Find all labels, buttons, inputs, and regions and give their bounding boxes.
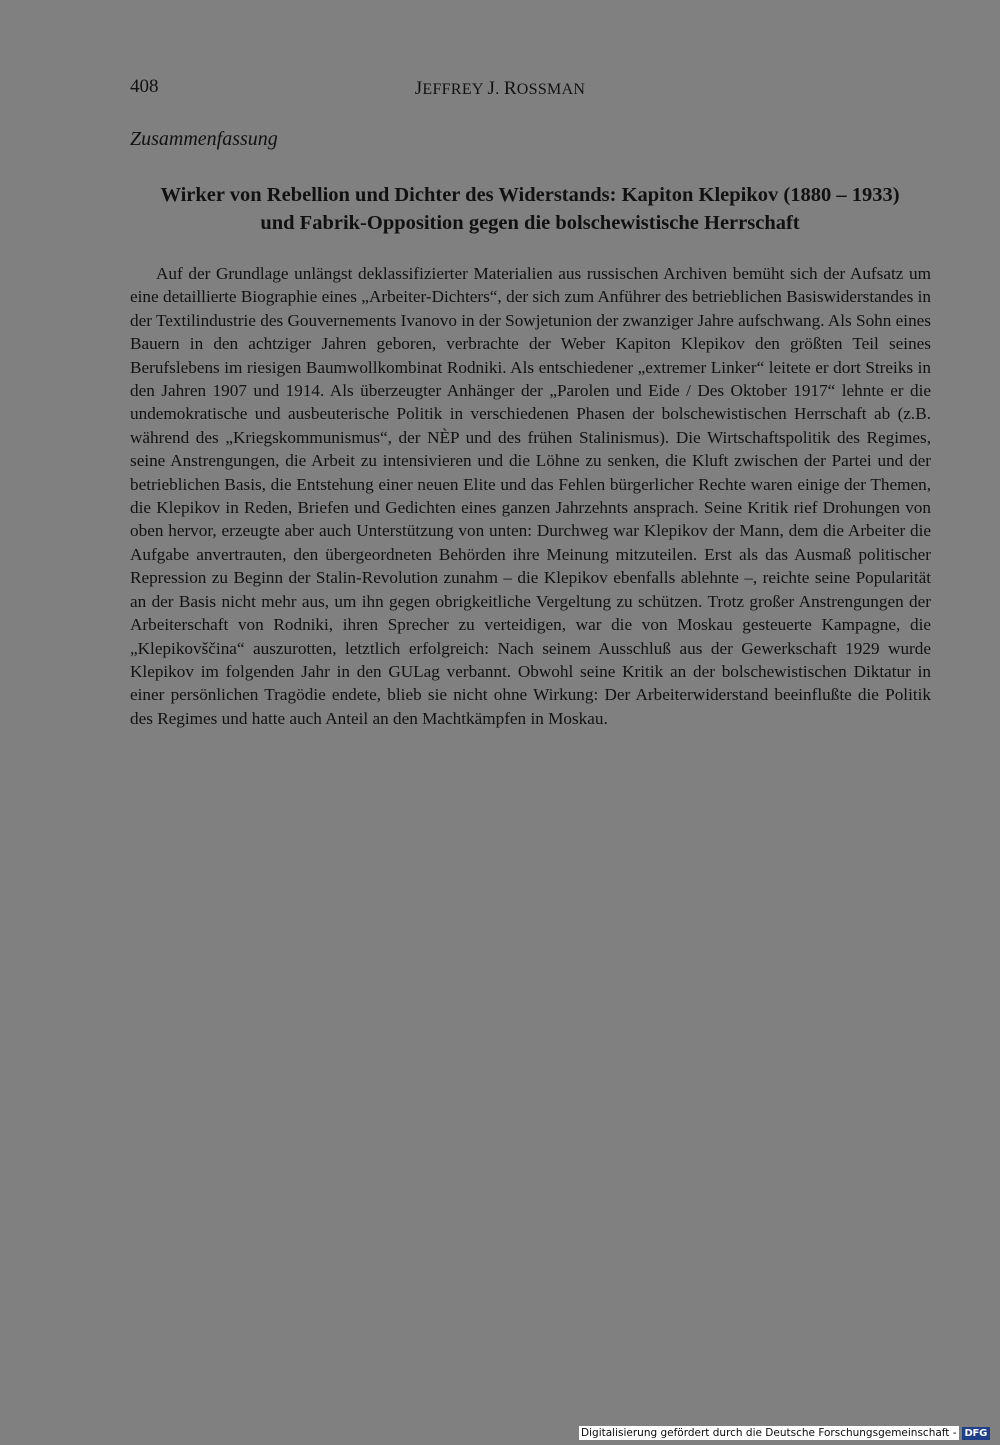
article-title [120,181,940,237]
dfg-logo-icon: DFG [962,1427,990,1440]
digitization-footer [579,1426,990,1440]
abstract-paragraph: Auf der Grundlage unlängst deklassifizierter Materialien aus russischen Archiven bemüht sich der Aufsatz um eine detaillierte Biographie eines „Arbeiter-Dichters“, der sich zum Anführer des betrieblichen Basiswiderstandes in der Textilindustrie des Gouvernements Ivanovo in der Sowjetunion der zwanziger Jahre aufschwang. Als Sohn eines Bauern in den achtziger Jahren geboren, verbrachte der Weber Kapiton Klepikov den größten Teil seines Berufslebens im riesigen Baumwollkombinat Rodniki. Als entschiedener „extremer Linker“ leitete er dort Streiks in den Jahren 1907 und 1914. Als überzeugter Anhänger der „Parolen und Eide / Des Oktober 1917“ lehnte er die undemokratische und ausbeuterische Politik in verschiedenen Phasen der bolschewistischen Herrschaft ab (z.B. während des „Kriegskommunismus“, der NÈP und des frühen Stalinismus). Die Wirtschaftspolitik des Regimes, seine Anstrengungen, die Arbeit zu intensivieren und die Löhne zu senken, die Kluft zwischen der Partei und der betrieblichen Basis, die Entstehung einer neuen Elite und das Fehlen bürgerlicher Rechte waren einige der Themen, die Klepikov in Reden, Briefen und Gedichten eines ganzen Jahrzehnts ansprach. Seine Kritik rief Drohungen von oben hervor, erzeugte aber auch Unterstützung von unten: Durchweg war Klepikov der Mann, dem die Arbeiter die Aufgabe anvertrauten, den übergeordneten Behörden ihre Meinung mitzuteilen. Erst als das Ausmaß politischer Repression zu Beginn der Stalin-Revolution zunahm – die Klepikov ebenfalls ablehnte –, reichte seine Popularität an der Basis nicht mehr aus, um ihn gegen obrigkeitliche Vergeltung zu schützen. Trotz großer Anstrengungen der Arbeiterschaft von Rodniki, ihren Sprecher zu verteidigen, war die von Moskau gesteuerte Kampagne, die „Klepikovščina“ auszurotten, letztlich erfolgreich: Nach seinem Ausschluß aus der Gewerkschaft 1929 wurde Klepikov im folgenden Jahr in den GULag verbannt. Obwohl seine Kritik an der bolschewistischen Diktatur in einer persönlichen Tragödie endete, blieb sie nicht ohne Wirkung: Der Arbeiterwiderstand beeinflußte die Politik des Regimes und hatte auch Anteil an den Machtkämpfen in Moskau. [130,264,931,728]
section-heading: Zusammenfassung [130,128,278,150]
running-head-author: JEFFREY J. ROSSMAN [414,78,586,99]
footer-text: Digitalisierung gefördert durch die Deutsche Forschungsgemeinschaft - [581,1427,957,1439]
article-title-line2: und Fabrik-Opposition gegen die bolschewistische Herrschaft [260,212,800,234]
article-title-line1: Wirker von Rebellion und Dichter des Widerstands: Kapiton Klepikov (1880 – 1933) [160,184,900,206]
page-number: 408 [130,76,159,97]
running-head [0,78,1000,100]
